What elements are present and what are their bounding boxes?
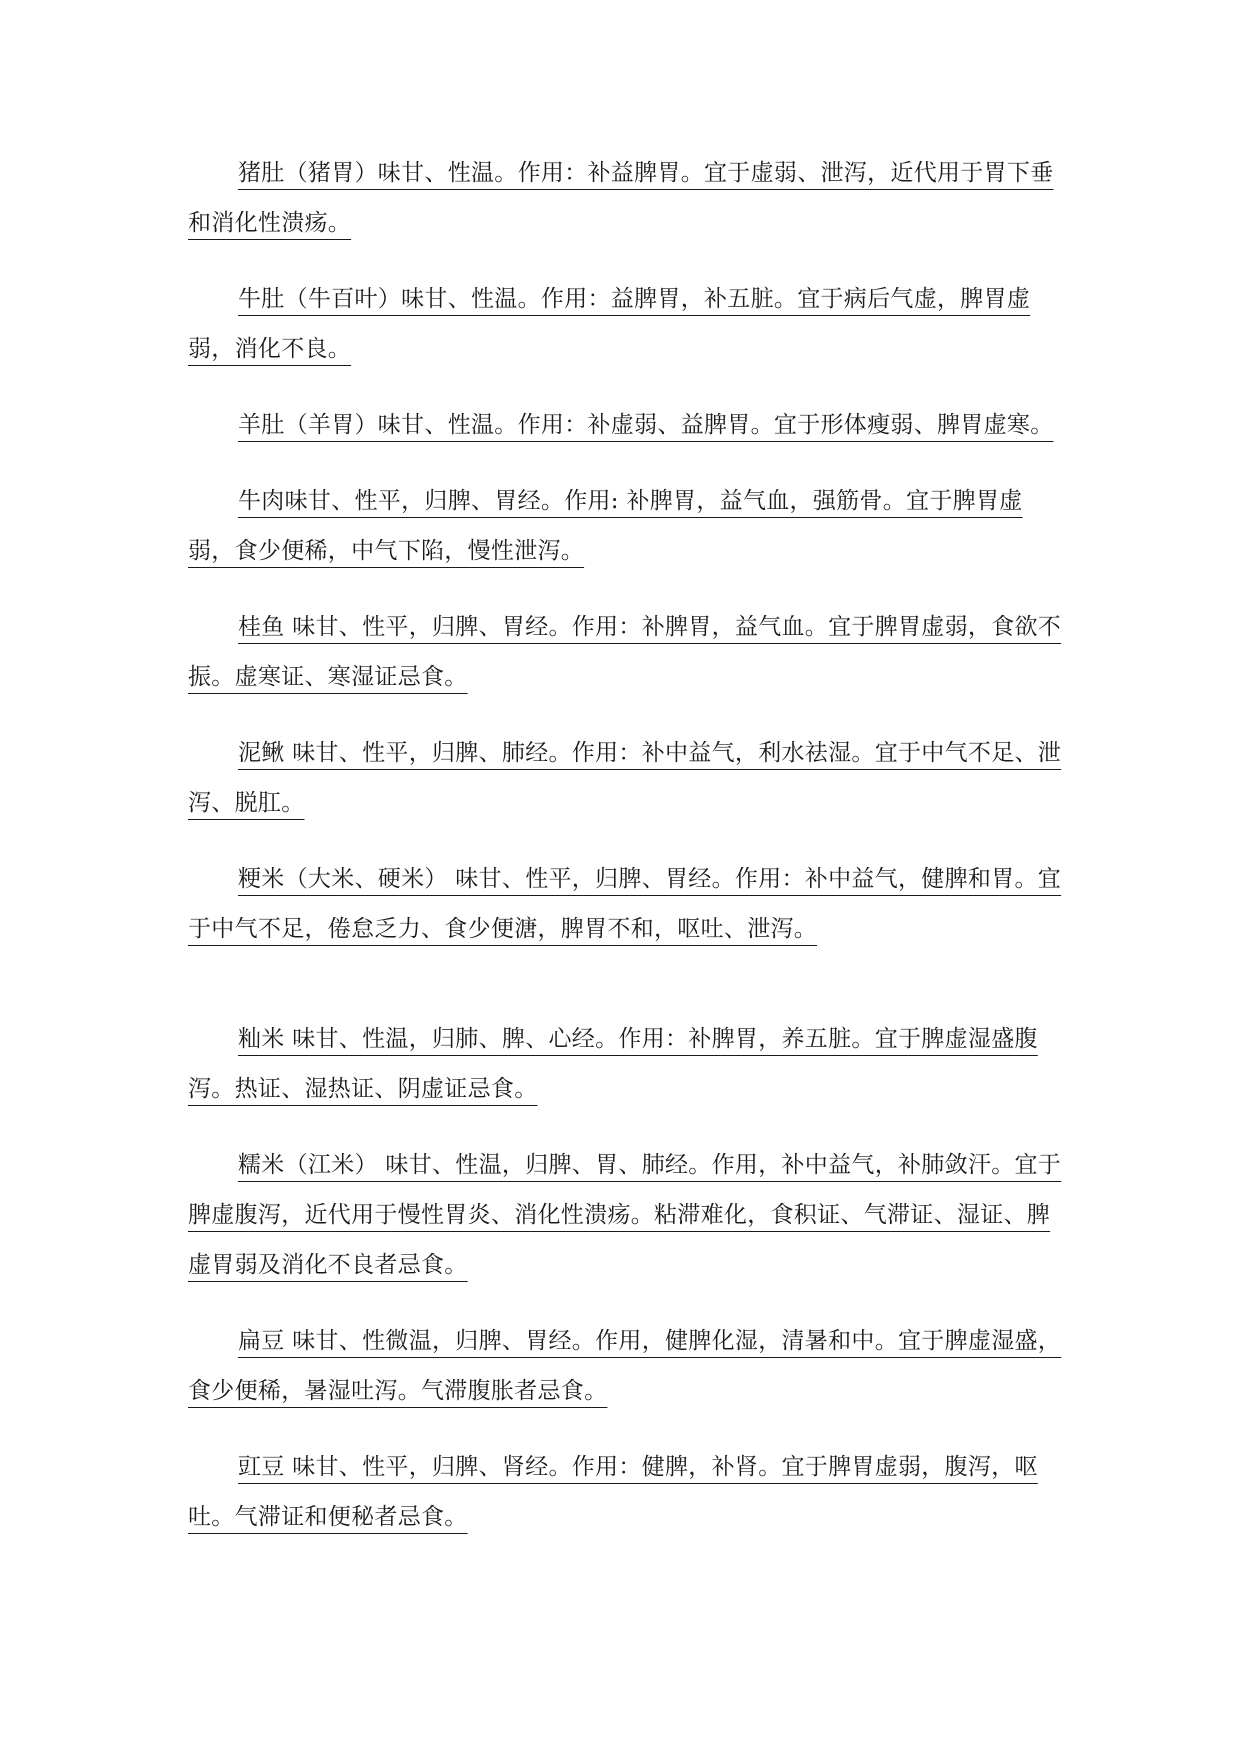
entry-text: 牛肚（牛百叶）味甘、性温。作用：益脾胃，补五脏。宜于病后气虚，脾胃虚弱，消化不良。 [188, 286, 1031, 362]
entry-text: 籼米 味甘、性温，归肺、脾、心经。作用：补脾胃，养五脏。宜于脾虚湿盛腹泻。热证、湿热证、阴虚证忌食。 [188, 1026, 1038, 1102]
entry-lamb-stomach [188, 400, 1068, 450]
entry-beef [188, 476, 1068, 576]
entry-text: 桂鱼 味甘、性平，归脾、胃经。作用：补脾胃，益气血。宜于脾胃虚弱，食欲不振。虚寒证、寒湿证忌食。 [188, 614, 1062, 690]
entry-loach [188, 728, 1068, 828]
entry-cowpea [188, 1442, 1068, 1542]
entry-pig-stomach [188, 148, 1068, 248]
entry-text: 扁豆 味甘、性微温，归脾、胃经。作用，健脾化湿，清暑和中。宜于脾虚湿盛，食少便稀，暑湿吐泻。气滞腹胀者忌食。 [188, 1328, 1062, 1404]
entry-hyacinth-bean [188, 1316, 1068, 1416]
entry-japonica-rice [188, 854, 1068, 954]
document-page [188, 148, 1068, 1568]
entry-beef-tripe [188, 274, 1068, 374]
entry-text: 粳米（大米、硬米） 味甘、性平，归脾、胃经。作用：补中益气，健脾和胃。宜于中气不足，倦怠乏力、食少便溏，脾胃不和，呕吐、泄泻。 [188, 866, 1062, 942]
entry-mandarin-fish [188, 602, 1068, 702]
entry-glutinous-rice [188, 1140, 1068, 1290]
entry-text: 豇豆 味甘、性平，归脾、肾经。作用：健脾，补肾。宜于脾胃虚弱，腹泻，呕吐。气滞证和便秘者忌食。 [188, 1454, 1038, 1530]
entry-text: 糯米（江米） 味甘、性温，归脾、胃、肺经。作用，补中益气，补肺敛汗。宜于脾虚腹泻，近代用于慢性胃炎、消化性溃疡。粘滞难化，食积证、气滞证、湿证、脾虚胃弱及消化不良者忌食。 [188, 1152, 1062, 1278]
entry-text: 牛肉味甘、性平，归脾、胃经。作用: 补脾胃，益气血，强筋骨。宜于脾胃虚弱，食少便稀，中气下陷，慢性泄泻。 [188, 488, 1023, 564]
entry-text: 羊肚（羊胃）味甘、性温。作用：补虚弱、益脾胃。宜于形体瘦弱、脾胃虚寒。 [238, 412, 1054, 438]
entry-text: 猪肚（猪胃）味甘、性温。作用：补益脾胃。宜于虚弱、泄泻，近代用于胃下垂和消化性溃疡。 [188, 160, 1054, 236]
entry-indica-rice [188, 1014, 1068, 1114]
entry-text: 泥鳅 味甘、性平，归脾、肺经。作用：补中益气，利水祛湿。宜于中气不足、泄泻、脱肛。 [188, 740, 1062, 816]
